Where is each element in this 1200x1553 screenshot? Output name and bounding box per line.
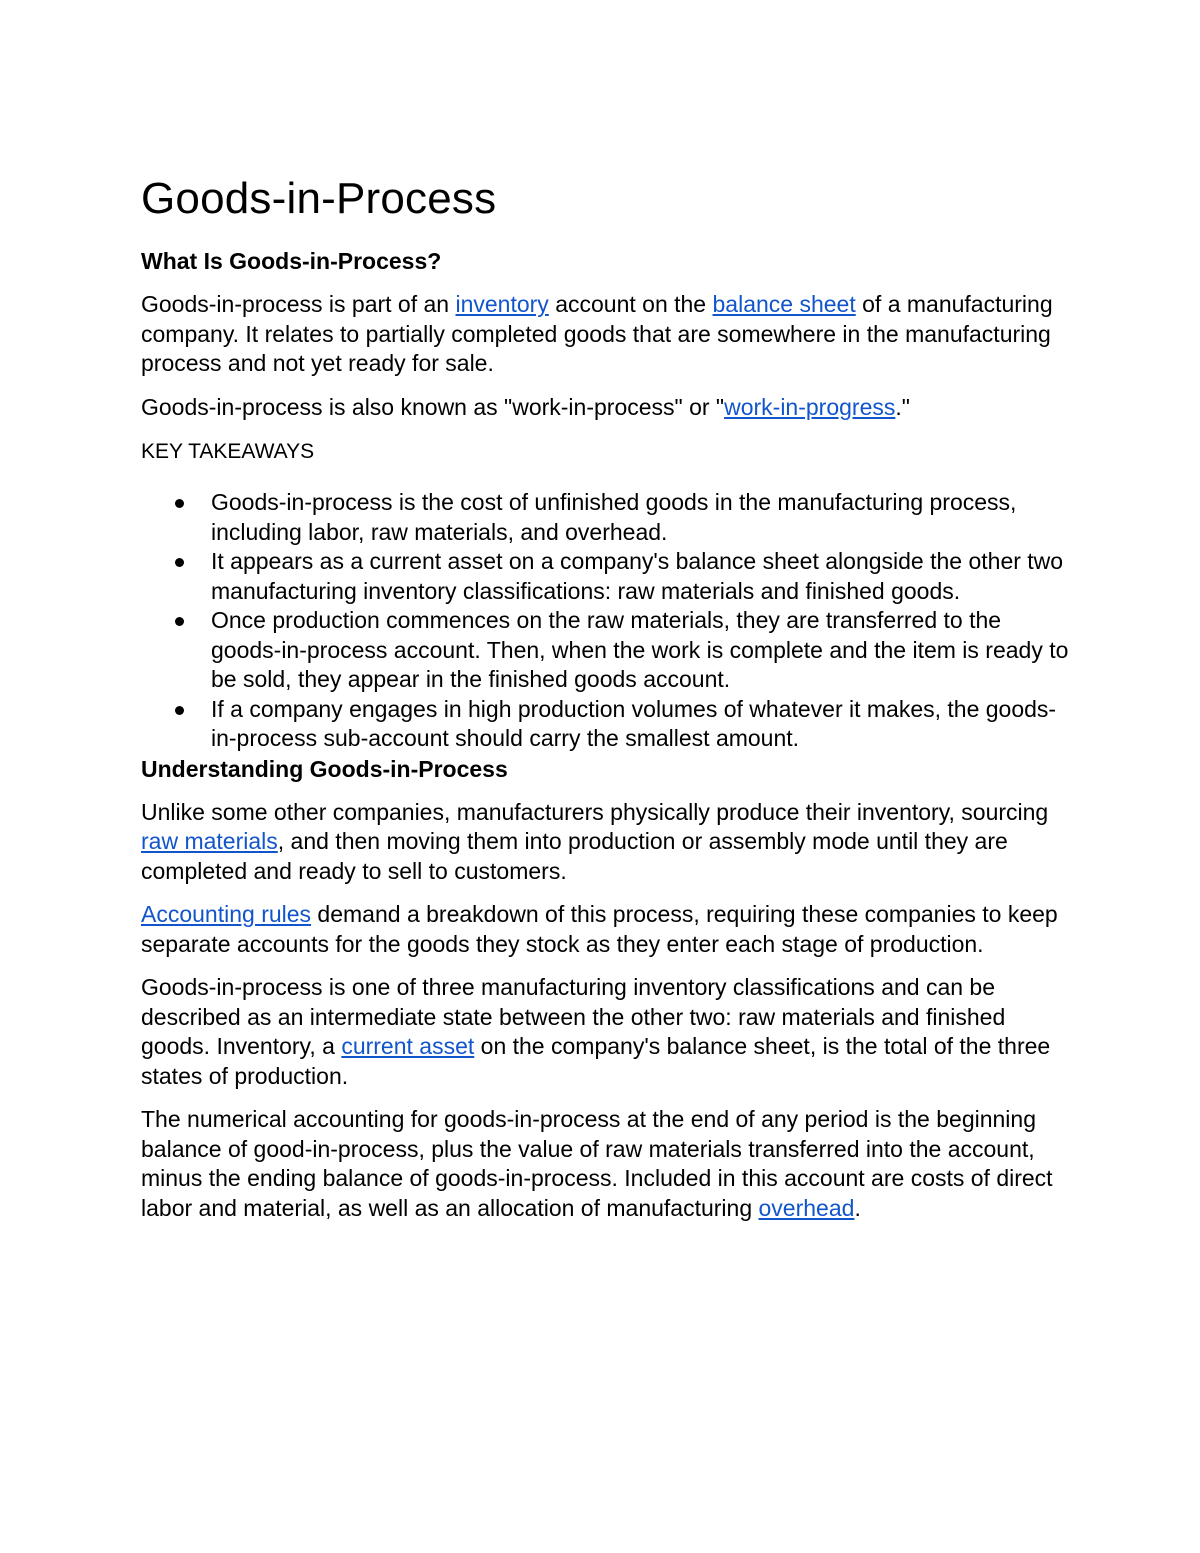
text-run: demand a breakdown of this process, requiring these companies to keep separate accounts for the goods they stock as they enter each stage of production. xyxy=(141,901,1058,957)
link-work-in-progress[interactable]: work-in-progress xyxy=(724,393,896,420)
list-item xyxy=(211,488,1071,547)
bullet-icon xyxy=(175,499,184,508)
bullet-icon xyxy=(175,558,184,567)
text-run: Goods-in-process is one of three manufacturing inventory classifications and can be described as an intermediate state between the other two: raw materials and finished goods. Inventory, a xyxy=(141,974,1006,1059)
text-run: account on the xyxy=(548,291,713,317)
paragraph-manufacturers xyxy=(141,798,1071,887)
page-title: Goods-in-Process xyxy=(141,174,497,223)
text-run: on the company's balance sheet, is the total of the three states of production. xyxy=(141,1033,1051,1089)
paragraph-also-known xyxy=(141,393,1071,423)
bullet-icon xyxy=(175,706,184,715)
text-run: . xyxy=(854,1194,861,1221)
link-accounting-rules[interactable]: Accounting rules xyxy=(141,901,312,927)
list-item xyxy=(211,547,1071,606)
text-run: Goods-in-process is also known as "work-in-process" or " xyxy=(141,393,725,420)
key-takeaways-label: KEY TAKEAWAYS xyxy=(141,440,315,463)
link-overhead[interactable]: overhead xyxy=(758,1194,855,1221)
section-heading-understanding: Understanding Goods-in-Process xyxy=(141,755,508,782)
key-takeaways-list xyxy=(141,488,1071,754)
text-run: ." xyxy=(895,393,910,420)
document-page xyxy=(141,172,1071,1223)
paragraph-numerical-accounting xyxy=(141,1105,1071,1223)
link-current-asset[interactable]: current asset xyxy=(341,1033,475,1059)
text-run: The numerical accounting for goods-in-process at the end of any period is the beginning balance of good-in-process, plus the value of raw materials transferred into the account, minus the ending balance of goods-in-process. Included in this account are costs of direct labor and material, as well as an allocation of manufacturing xyxy=(141,1106,1053,1221)
text-run: of a manufacturing company. It relates to partially completed goods that are somewhere in the manufacturing process and not yet ready for sale. xyxy=(141,291,1053,376)
list-item-text: Once production commences on the raw materials, they are transferred to the goods-in-process account. Then, when the work is complete and the item is ready to be sold, they appear in the finished goods account. xyxy=(211,607,1069,692)
list-item-text: Goods-in-process is the cost of unfinished goods in the manufacturing process, including labor, raw materials, and overhead. xyxy=(211,489,1017,545)
list-item-text: It appears as a current asset on a company's balance sheet alongside the other two manufacturing inventory classifications: raw materials and finished goods. xyxy=(211,548,1064,604)
link-balance-sheet[interactable]: balance sheet xyxy=(712,291,856,317)
list-item xyxy=(211,606,1071,695)
bullet-icon xyxy=(175,617,184,626)
list-item xyxy=(211,695,1071,754)
text-run: Unlike some other companies, manufacturers physically produce their inventory, sourcing xyxy=(141,798,1049,825)
section-heading-what-is: What Is Goods-in-Process? xyxy=(141,248,442,274)
link-inventory[interactable]: inventory xyxy=(455,291,549,317)
paragraph-definition xyxy=(141,290,1071,379)
link-raw-materials[interactable]: raw materials xyxy=(141,828,278,854)
list-item-text: If a company engages in high production volumes of whatever it makes, the goods-in-process sub-account should carry the smallest amount. xyxy=(211,695,1057,751)
paragraph-classifications xyxy=(141,973,1071,1091)
text-run: , and then moving them into production or assembly mode until they are completed and ready to sell to customers. xyxy=(141,828,1008,884)
text-run: Goods-in-process is part of an xyxy=(141,291,456,317)
paragraph-accounting-rules xyxy=(141,900,1071,959)
